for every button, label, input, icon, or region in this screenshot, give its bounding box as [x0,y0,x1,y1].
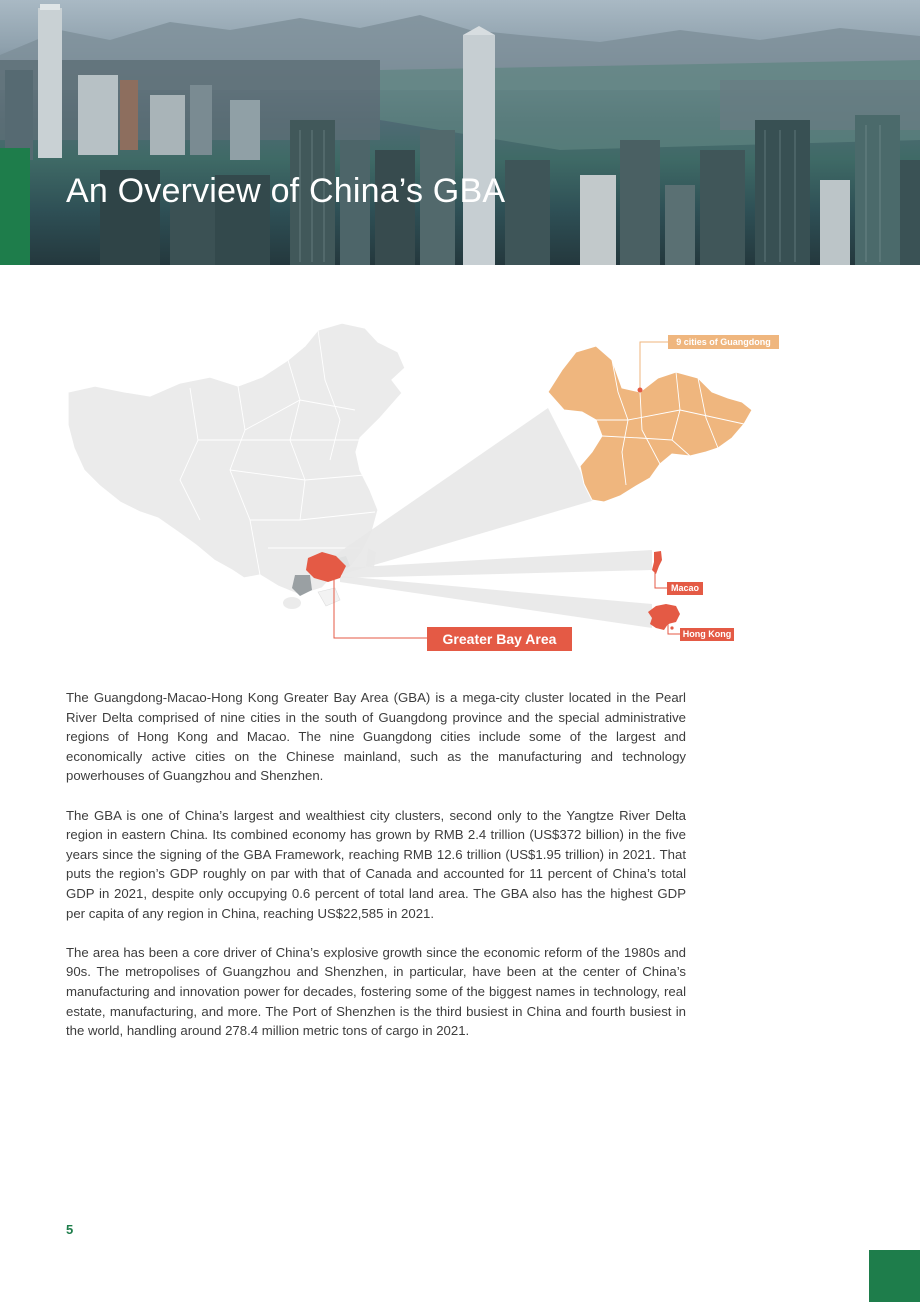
city-skyline-image [0,0,920,265]
article-body [66,688,686,1060]
macao-shape [652,551,662,574]
label-macao: Macao [667,582,703,595]
header-accent-bar [0,148,30,265]
corner-accent [869,1250,920,1302]
page-title: An Overview of China’s GBA [66,172,506,210]
hong-kong-shape [648,604,680,630]
header-banner [0,0,920,265]
gba-map [0,300,920,670]
paragraph-3: The area has been a core driver of China’s explosive growth since the economic reform of the 1980s and 90s. The metropolises of Guangzhou and Shenzhen, in particular, have been at the center of China’s manufacturing and innovation power for decades, fostering some of the biggest names in technology, real estate, manufacturing, and more. The Port of Shenzhen is the third busiest in China and fourth busiest in the world, handling around 278.4 million metric tons of cargo in 2021. [66,944,686,1039]
label-hong-kong: Hong Kong [680,628,734,641]
label-greater-bay-area: Greater Bay Area [427,627,572,651]
label-guangdong-cities: 9 cities of Guangdong [668,335,779,349]
paragraph-1: The Guangdong-Macao-Hong Kong Greater Bay Area (GBA) is a mega-city cluster located in the Pearl River Delta comprised of nine cities in the south of Guangdong province and the special administrative regions of Hong Kong and Macao. The nine Guangdong cities include some of the largest and economically active cities on the Chinese mainland, such as the manufacturing and technology powerhouses of Guangzhou and Shenzhen. [66,690,686,784]
page-number: 5 [66,1222,74,1237]
paragraph-2: The GBA is one of China’s largest and wealthiest city clusters, second only to the Yangtze River Delta region in eastern China. Its combined economy has grown by RMB 2.4 trillion (US$372 billion) in the five years since the signing of the GBA Framework, reaching RMB 12.6 trillion (US$1.95 trillion) in 2021. That puts the region’s GDP roughly on par with that of Canada and accounted for 11 percent of China’s total GDP in 2021, despite only occupying 0.6 percent of total land area. The GBA also has the highest GDP per capita of any region in China, reaching US$22,585 in 2021. [66,807,686,921]
